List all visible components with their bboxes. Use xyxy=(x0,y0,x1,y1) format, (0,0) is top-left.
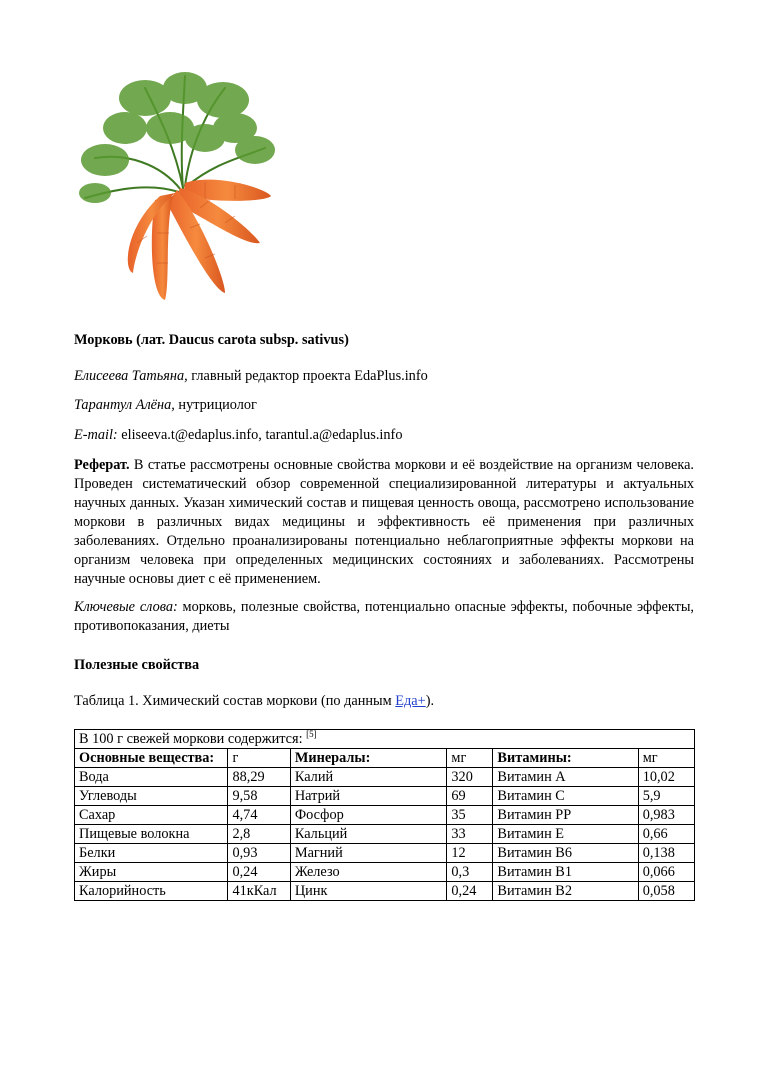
table-cell: Углеводы xyxy=(75,787,228,806)
author-role: главный редактор проекта EdaPlus.info xyxy=(187,368,428,384)
header-note-text: В 100 г свежей моркови содержится: xyxy=(79,731,307,747)
table-cell: 33 xyxy=(447,825,493,844)
keywords xyxy=(74,598,694,636)
table-cell: 10,02 xyxy=(638,768,694,787)
table-cell: Магний xyxy=(290,844,447,863)
table-header-note xyxy=(75,730,695,749)
table-column-header-row xyxy=(75,749,695,768)
keywords-text: морковь, полезные свойства, потенциально опасные эффекты, побочные эффекты, противопоказания, диеты xyxy=(74,599,694,634)
table-cell: Жиры xyxy=(75,863,228,882)
table-cell: 0,058 xyxy=(638,882,694,901)
table-cell: Фосфор xyxy=(290,806,447,825)
caption-text: Таблица 1. Химический состав моркови (по данным xyxy=(74,693,396,709)
column-header: мг xyxy=(638,749,694,768)
table-cell: Натрий xyxy=(290,787,447,806)
table-cell: 5,9 xyxy=(638,787,694,806)
table-cell: Белки xyxy=(75,844,228,863)
table-cell: Железо xyxy=(290,863,447,882)
author-name: Елисеева Татьяна, xyxy=(74,368,188,384)
table-cell: Витамин B6 xyxy=(493,844,638,863)
email-line xyxy=(74,426,694,445)
table-cell: Витамин PP xyxy=(493,806,638,825)
keywords-label: Ключевые слова: xyxy=(74,599,178,615)
table-header-note-row xyxy=(75,730,695,749)
table-cell: 0,983 xyxy=(638,806,694,825)
table-cell: 320 xyxy=(447,768,493,787)
table-cell: 0,66 xyxy=(638,825,694,844)
column-header: Основные вещества: xyxy=(75,749,228,768)
author-name: Тарантул Алёна, xyxy=(74,397,175,413)
table-cell: Пищевые волокна xyxy=(75,825,228,844)
table-cell: Витамин B1 xyxy=(493,863,638,882)
table-cell: 0,3 xyxy=(447,863,493,882)
table-cell: 9,58 xyxy=(228,787,290,806)
caption-suffix: ). xyxy=(425,693,435,709)
table-row xyxy=(75,768,695,787)
table-cell: 69 xyxy=(447,787,493,806)
table-cell: Цинк xyxy=(290,882,447,901)
table-cell: 0,93 xyxy=(228,844,290,863)
table-cell: Витамин E xyxy=(493,825,638,844)
table-cell: Калий xyxy=(290,768,447,787)
author-line-2 xyxy=(74,396,694,415)
table-row xyxy=(75,882,695,901)
table-caption xyxy=(74,692,694,711)
table-cell: 12 xyxy=(447,844,493,863)
table-cell: Калорийность xyxy=(75,882,228,901)
table-cell: 4,74 xyxy=(228,806,290,825)
carrots xyxy=(128,180,271,300)
column-header: г xyxy=(228,749,290,768)
table-cell: 0,066 xyxy=(638,863,694,882)
table-cell: 35 xyxy=(447,806,493,825)
abstract-text: В статье рассмотрены основные свойства моркови и её воздействие на организм человека. Проведен систематический обзор современной специализированной литературы и актуальных научных данных. Указан химический состав и пищевая ценность овоща, рассмотрено использование моркови в различных видах медицины и эффективность её применения при различных заболеваниях. Отдельно проанализированы потенциально неблагоприятные эффекты моркови на организм человека при определенных медицинских состояниях и заболеваниях. Рассмотрены научные основы диет с её применением. xyxy=(74,457,694,587)
document-title: Морковь (лат. Daucus carota subsp. sativus) xyxy=(74,332,349,348)
column-header: мг xyxy=(447,749,493,768)
table-cell: 41кКал xyxy=(228,882,290,901)
carrot-illustration xyxy=(65,68,275,308)
table-row xyxy=(75,863,695,882)
table-row xyxy=(75,825,695,844)
author-line-1 xyxy=(74,367,694,386)
table-cell: 2,8 xyxy=(228,825,290,844)
carrot-leaf-clusters xyxy=(79,72,275,203)
table-cell: Вода xyxy=(75,768,228,787)
email-label: E-mail: xyxy=(74,427,118,443)
table-cell: 0,24 xyxy=(228,863,290,882)
email-value: eliseeva.t@edaplus.info, tarantul.a@edaplus.info xyxy=(117,427,403,443)
composition-table xyxy=(74,729,695,901)
table-cell: Сахар xyxy=(75,806,228,825)
section-title: Полезные свойства xyxy=(74,657,200,673)
table-cell: Витамин А xyxy=(493,768,638,787)
table-row xyxy=(75,844,695,863)
table-cell: Витамин C xyxy=(493,787,638,806)
abstract xyxy=(74,456,694,589)
table-cell: 88,29 xyxy=(228,768,290,787)
column-header: Витамины: xyxy=(493,749,638,768)
table-cell: 0,138 xyxy=(638,844,694,863)
table-row xyxy=(75,806,695,825)
author-role: нутрициолог xyxy=(174,397,257,413)
table-cell: Кальций xyxy=(290,825,447,844)
edaplus-link[interactable]: Еда+ xyxy=(395,693,426,709)
reference-marker: [5] xyxy=(306,729,317,740)
table-cell: Витамин B2 xyxy=(493,882,638,901)
abstract-label: Реферат. xyxy=(74,457,130,473)
table-row xyxy=(75,787,695,806)
table-cell: 0,24 xyxy=(447,882,493,901)
column-header: Минералы: xyxy=(290,749,447,768)
